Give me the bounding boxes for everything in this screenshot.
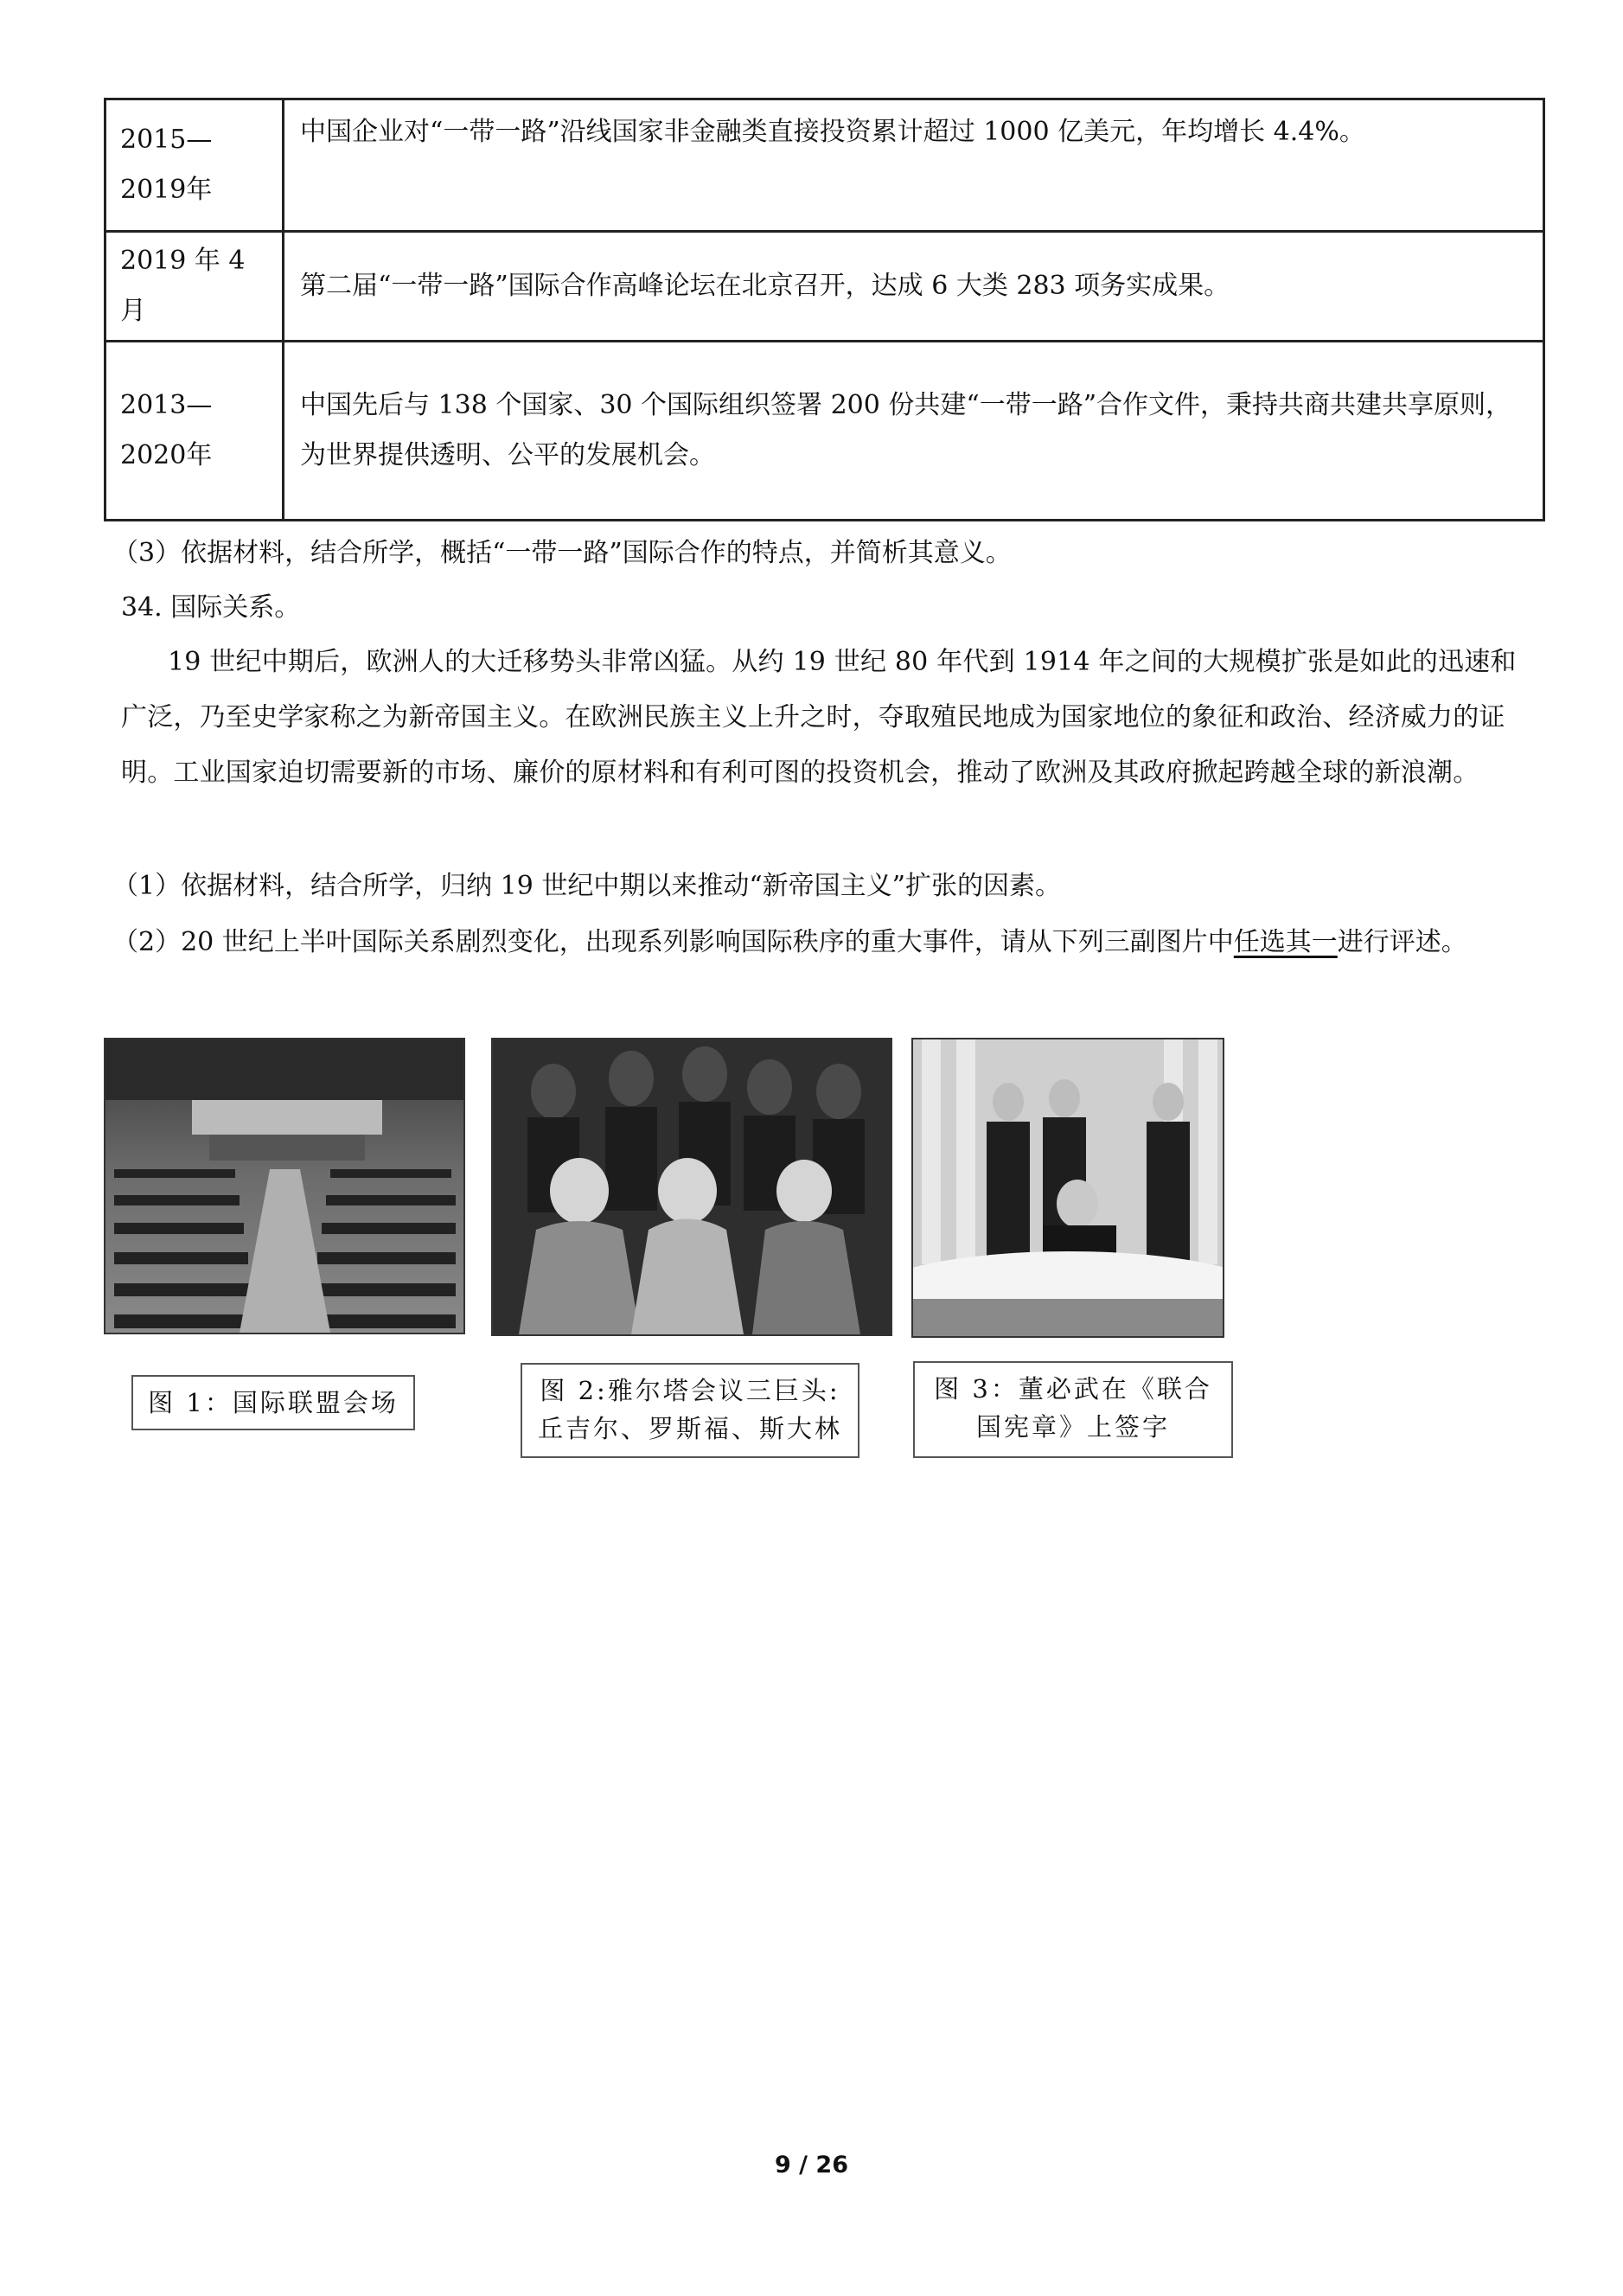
figure-3-caption: 图 3：董必武在《联合国宪章》上签字 [913, 1361, 1233, 1458]
page-number: 9 / 26 [774, 2152, 849, 2178]
table-text-cell: 第二届“一带一路”国际合作高峰论坛在北京召开，达成 6 大类 283 项务实成果。 [284, 232, 1544, 342]
table-text-cell: 中国先后与 138 个国家、30 个国际组织签署 200 份共建“一带一路”合作文件，秉持共商共建共享原则，为世界提供透明、公平的发展机会。 [284, 342, 1544, 521]
table-row [105, 342, 1544, 521]
figure-2-photo [491, 1038, 892, 1336]
question-34-part-2-text: （2）20 世纪上半叶国际关系剧烈变化，出现系列影响国际秩序的重大事件，请从下列三副图片中 [112, 927, 1234, 957]
figure-1-caption: 图 1：国际联盟会场 [131, 1375, 415, 1430]
figure-2-caption: 图 2:雅尔塔会议三巨头:丘吉尔、罗斯福、斯大林 [521, 1363, 859, 1458]
table-row [105, 232, 1544, 342]
table-row [105, 99, 1544, 232]
question-34-material: 19 世纪中期后，欧洲人的大迁移势头非常凶猛。从约 19 世纪 80 年代到 1914 年之间的大规模扩张是如此的迅速和广泛，乃至史学家称之为新帝国主义。在欧洲民族主义上升之时，夺取殖民地成为国家地位的象征和政治、经济威力的证明。工业国家迫切需要新的市场、廉价的原材料和有利可图的投资机会，推动了欧洲及其政府掀起跨越全球的新浪潮。 [121, 647, 1517, 788]
question-34-part-2-end: 进行评述。 [1337, 927, 1467, 957]
question-3: （3）依据材料，结合所学，概括“一带一路”国际合作的特点，并简析其意义。 [112, 538, 1012, 568]
timeline-table [104, 98, 1545, 521]
figure-1-photo [104, 1038, 465, 1334]
question-34-title: 34. 国际关系。 [121, 592, 301, 623]
question-34-part-2 [112, 915, 1539, 970]
table-date-cell: 2019 年 4 月 [105, 232, 284, 342]
table-date-cell: 2013—2020年 [105, 342, 284, 521]
figure-3-photo [911, 1038, 1224, 1338]
table-date-cell: 2015—2019年 [105, 99, 284, 232]
underlined-phrase: 任选其一 [1233, 927, 1338, 957]
table-text-cell: 中国企业对“一带一路”沿线国家非金融类直接投资累计超过 1000 亿美元，年均增长 4.4%。 [284, 99, 1544, 232]
question-34-part-1: （1）依据材料，结合所学，归纳 19 世纪中期以来推动“新帝国主义”扩张的因素。 [112, 871, 1062, 901]
